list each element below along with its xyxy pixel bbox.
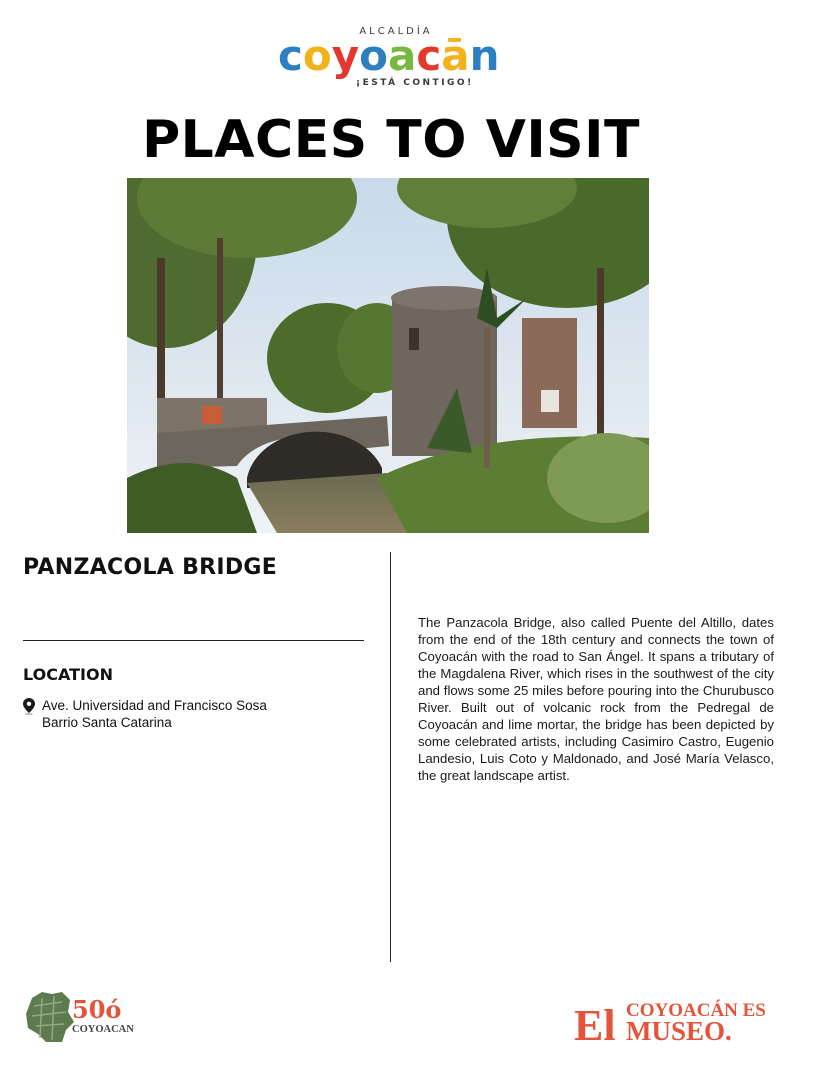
logo-tagline: ¡ESTÁ CONTIGO! xyxy=(356,78,474,88)
map-pin-icon xyxy=(23,698,35,715)
panzacola-bridge-photo xyxy=(127,178,649,533)
address-line-2: Barrio Santa Catarina xyxy=(42,715,172,730)
place-description: The Panzacola Bridge, also called Puente del Altillo, dates from the end of the 18th century and connects the town of Coyoacán with the road to San Ángel. It spans a tributary of the Magdalena River, which rises in the southwest of the city and flows some 25 miles before pouring into the Churubusco River. Built out of volcanic rock from the Pedregal de Coyoacán and lime mortar, the bridge has been depicted by some celebrated artists, including Casimiro Castro, Eugenio Landesio, Luis Coto y Maldonado, and José María Velasco, the great landscape artist. xyxy=(418,615,774,783)
logo-top-text: ALCALDÍA xyxy=(359,26,433,37)
museo-line1: COYOACÁN ES xyxy=(626,1000,766,1021)
place-name: PANZACOLA BRIDGE xyxy=(23,555,278,580)
logo500-text: COYOACAN xyxy=(72,1024,134,1035)
address-line-1: Ave. Universidad and Francisco Sosa xyxy=(42,698,267,713)
section-divider xyxy=(23,640,364,641)
museo-el: El xyxy=(574,1001,616,1048)
column-divider xyxy=(390,552,391,962)
logo-wordmark xyxy=(276,30,520,80)
museo-line2: MUSEO. xyxy=(626,1016,732,1046)
svg-text:coyoacān: coyoacān xyxy=(278,31,500,80)
logo500-number: 50ó xyxy=(72,995,122,1024)
alcaldia-coyoacan-logo xyxy=(276,26,526,92)
coyoacan-es-museo-logo xyxy=(574,996,782,1048)
location-heading: LOCATION xyxy=(23,665,113,684)
500-coyoacan-logo xyxy=(22,988,137,1044)
page-title: PLACES TO VISIT xyxy=(142,110,640,170)
